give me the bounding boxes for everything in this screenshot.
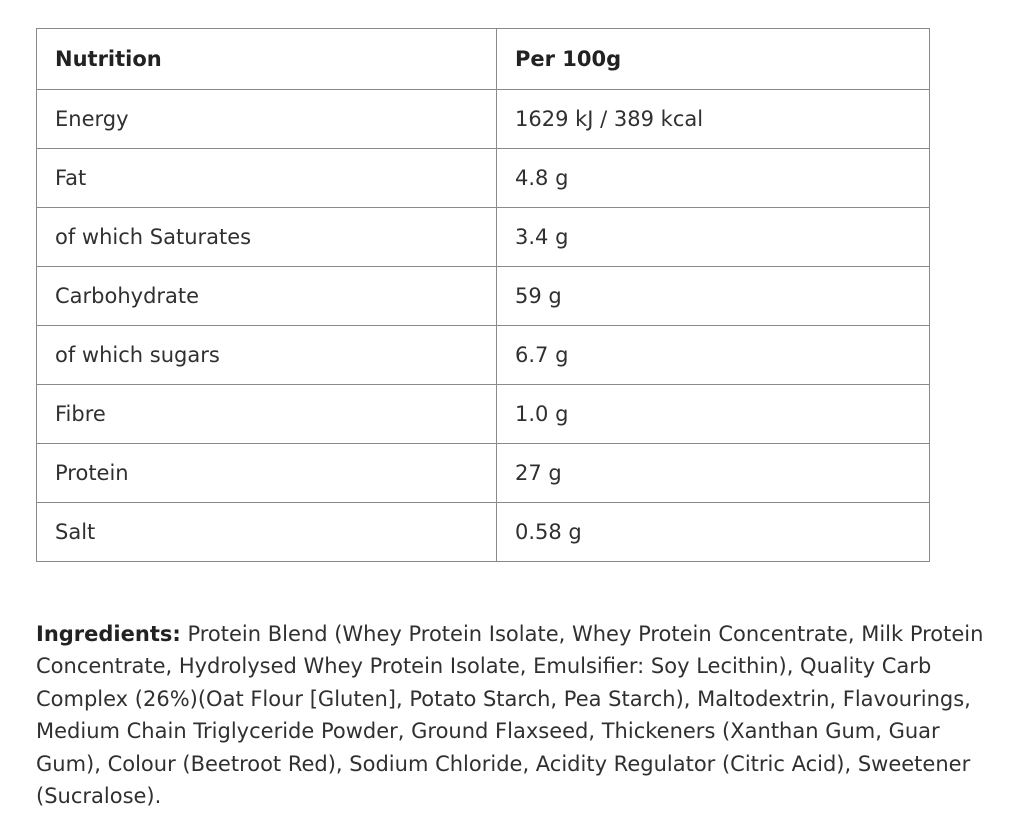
table-row	[37, 503, 930, 562]
table-row	[37, 149, 930, 208]
nutrition-table-header	[37, 29, 930, 90]
nutrition-table-body	[37, 90, 930, 562]
table-row	[37, 444, 930, 503]
nutrient-name: Fat	[37, 149, 497, 208]
nutrient-value: 1.0 g	[497, 385, 930, 444]
nutrition-table	[36, 28, 930, 562]
table-row	[37, 267, 930, 326]
nutrient-name: Protein	[37, 444, 497, 503]
nutrient-value: 27 g	[497, 444, 930, 503]
nutrient-value: 0.58 g	[497, 503, 930, 562]
nutrient-name: of which Saturates	[37, 208, 497, 267]
nutrient-value: 59 g	[497, 267, 930, 326]
table-row	[37, 385, 930, 444]
nutrient-name: Carbohydrate	[37, 267, 497, 326]
nutrient-value: 1629 kJ / 389 kcal	[497, 90, 930, 149]
nutrient-value: 3.4 g	[497, 208, 930, 267]
table-row	[37, 90, 930, 149]
table-row	[37, 208, 930, 267]
nutrient-value: 4.8 g	[497, 149, 930, 208]
header-row	[37, 29, 930, 90]
nutrient-name: Salt	[37, 503, 497, 562]
header-per-100g: Per 100g	[497, 29, 930, 90]
nutrient-value: 6.7 g	[497, 326, 930, 385]
ingredients-paragraph	[36, 618, 996, 812]
ingredients-label: Ingredients:	[36, 622, 181, 646]
table-row	[37, 326, 930, 385]
nutrient-name: Fibre	[37, 385, 497, 444]
ingredients-text: Protein Blend (Whey Protein Isolate, Whey Protein Concentrate, Milk Protein Concentrate, Hydrolysed Whey Protein Isolate, Emulsifier: Soy Lecithin), Quality Carb Complex (26%)(Oat Flour [Gluten], Potato Starch, Pea Starch), Maltodextrin, Flavourings, Medium Chain Triglyceride Powder, Ground Flaxseed, Thickeners (Xanthan Gum, Guar Gum), Colour (Beetroot Red), Sodium Chloride, Acidity Regulator (Citric Acid), Sweetener (Sucralose).	[36, 622, 984, 809]
nutrient-name: of which sugars	[37, 326, 497, 385]
nutrient-name: Energy	[37, 90, 497, 149]
header-nutrition: Nutrition	[37, 29, 497, 90]
